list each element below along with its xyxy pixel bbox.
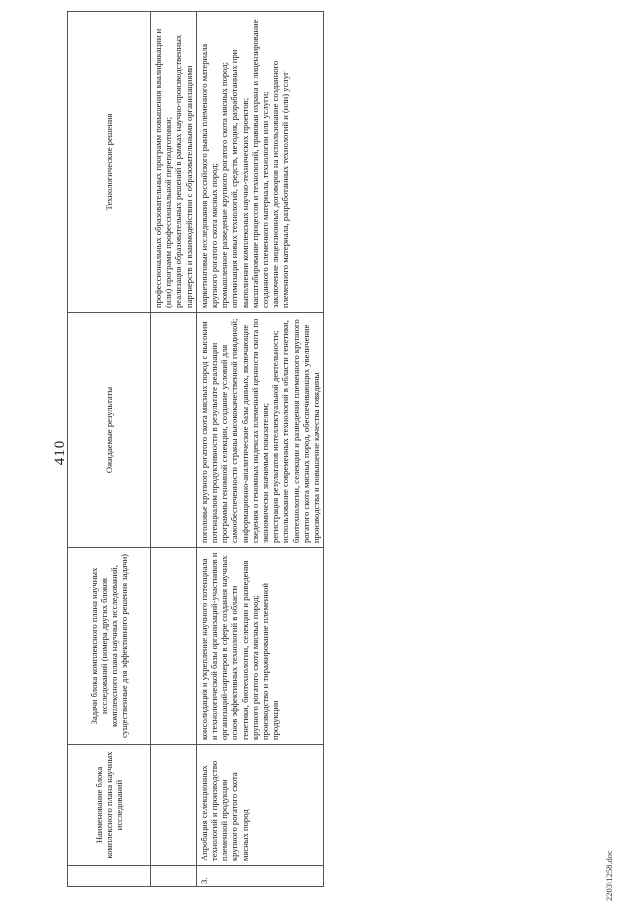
- tech-item: промышленное разведение крупного рогатого скота мясных пород;: [219, 62, 230, 308]
- header-number: [68, 866, 151, 887]
- result-item: использование современных технологий в области генетики, биотехнологии, селекции и разведения племенного крупного рогатого скота мясных пород, обеспечивающих увеличение производства и повышение качества говядины: [280, 319, 322, 543]
- block-tasks: [196, 548, 323, 745]
- row-number: [151, 866, 197, 887]
- result-item: информационно-аналитические базы данных, включающие сведения о геномных индексах племенной ценности скота по экономически значимым показателям;: [239, 318, 271, 543]
- tech-item: профессиональных образовательных программ повышения квалификации и (или) программ профессиональной переподготовки;: [153, 28, 174, 308]
- header-tech-solutions: Технологические решения: [68, 12, 151, 313]
- page-number: 410: [52, 439, 68, 466]
- row-number: 3.: [196, 866, 323, 887]
- expected-results: [196, 313, 323, 548]
- tech-solutions: [151, 12, 197, 313]
- block-name: [151, 745, 197, 866]
- task-item: производство и тиражирование племенной продукции: [260, 583, 281, 740]
- tech-item: реализация образовательных решений в рамках научно-производственных партнерств и взаимодействии с образовательными организациями: [173, 34, 194, 308]
- result-item: поголовье крупного рогатого скота мясных пород с высоким потенциалом продуктивности в результате реализации программы геномной селекции, создание условий для самообеспеченности страны высококачественной говядиной;: [198, 318, 240, 543]
- block-name: Апробация селекционных технологий и производство племенной продукции крупного рогатого скота мясных пород: [196, 745, 323, 866]
- tech-item: оптимизация новых технологий, средств, методик, разработанных при выполнении комплексных научно-технических проектов;: [229, 49, 250, 308]
- file-footer: 2203\1258.doc: [604, 850, 614, 901]
- tech-item: заключение лицензионных договоров на использование созданного племенного материала, разработанных технологий и (или) услуг: [270, 60, 291, 308]
- table-row: [196, 12, 323, 887]
- header-expected-results: Ожидаемые результаты: [68, 313, 151, 548]
- tech-item: масштабирование процессов и технологий, правовая охрана и лицензирование созданного племенного материала, технологии или услуги;: [249, 19, 271, 308]
- table-row: [151, 12, 197, 887]
- table-header-row: [68, 12, 151, 887]
- research-plan-table: [67, 11, 324, 887]
- header-block-tasks: Задачи блока комплексного плана научных исследований (номера других блоков комплексного плана научных исследований, существенные для эффективного решения задачи): [68, 548, 151, 745]
- task-item: консолидация и укрепление научного потенциала и технологической базы организаций-участников и организаций-партнеров в сфере создания научных основ эффективных технологий в области генетики, биотехнологии, селекции и разведения крупного рогатого скота мясных пород;: [198, 552, 260, 740]
- expected-results: [151, 313, 197, 548]
- tech-item: маркетинговые исследования российского рынка племенного материала крупного рогатого скота мясных пород;: [198, 43, 220, 308]
- header-block-name: Наименование блока комплексного плана научных исследований: [68, 745, 151, 866]
- result-item: регистрация результатов интеллектуальной деятельности;: [270, 330, 281, 543]
- block-tasks: [151, 548, 197, 745]
- tech-solutions: [196, 12, 323, 313]
